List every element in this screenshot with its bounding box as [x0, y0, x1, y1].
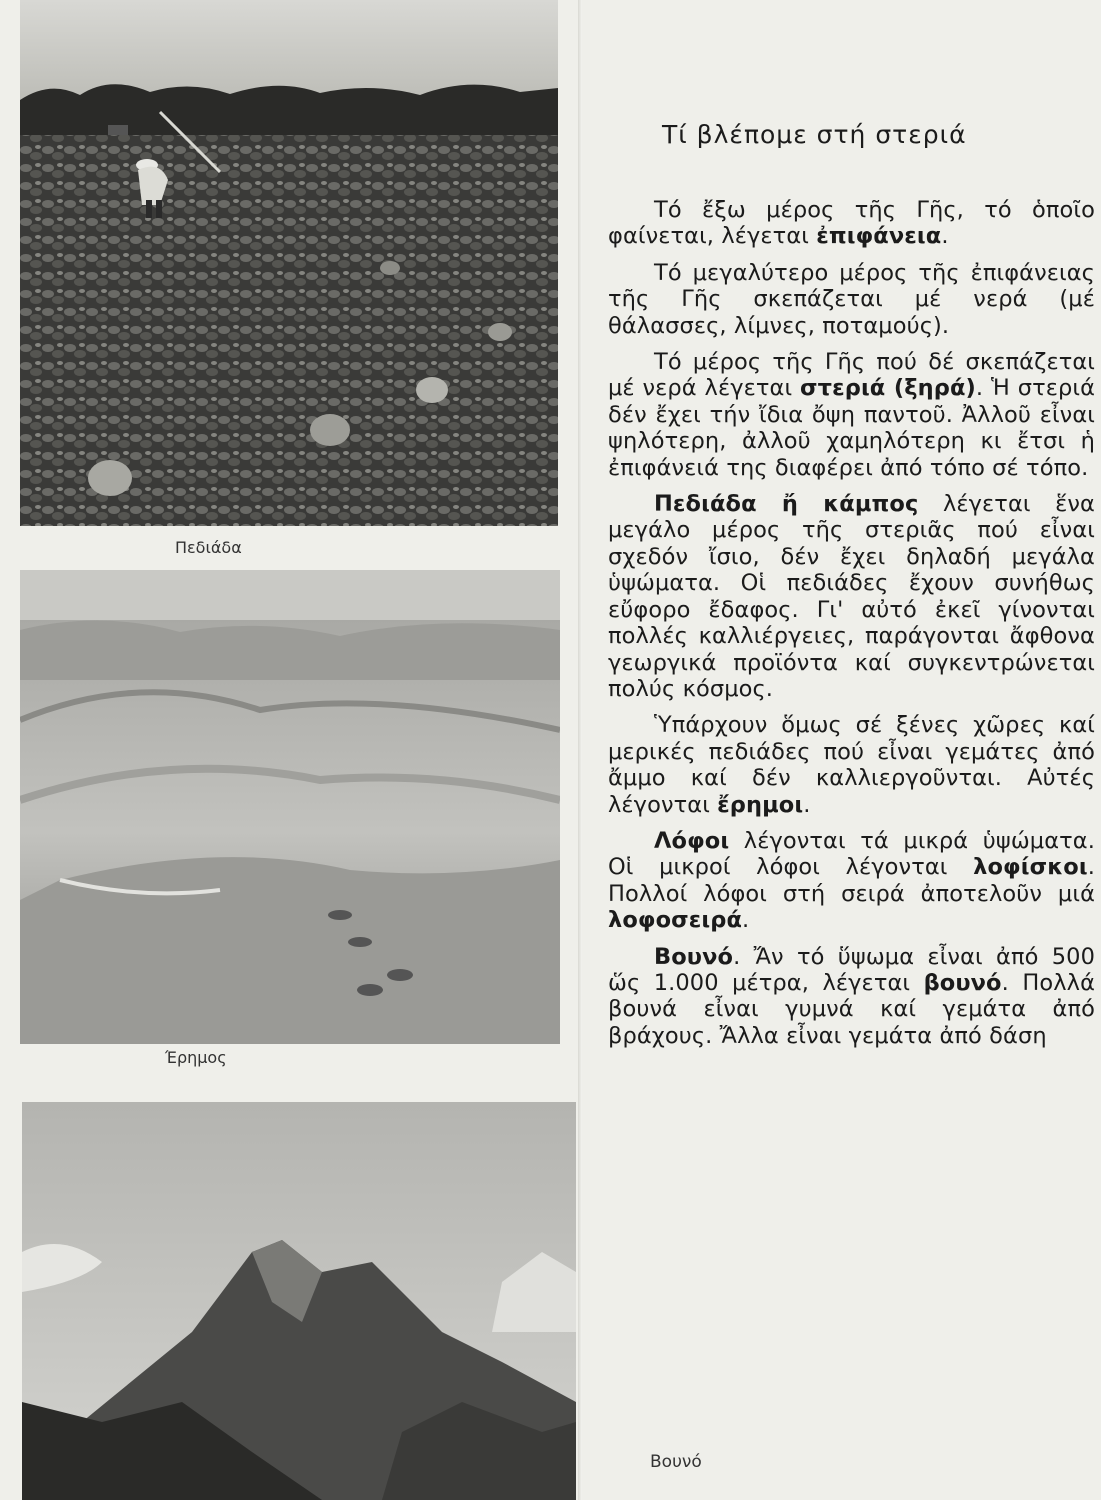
text: λέγεται ἕνα μεγάλο μέρος τῆς στεριᾶς πού εἶναι σχεδόν ἴσιο, δέν ἔχει δηλαδή μεγάλα ὑψώματα. Οἱ πεδιάδες ἔχουν συνήθως εὔφορο ἔδαφος. Γι' αὐτό ἐκεῖ γίνονται πολλές καλλιέργειες, παράγονται ἄφθονα γεωργικά προϊόντα καί συγκεντρώνεται πολύς κόσμος. — [608, 491, 1095, 702]
text: . Ἄν τό ὕψωμα εἶναι ἀπό 500 ὥς 1.000 μέτρα, λέγεται — [608, 943, 1095, 996]
desert-photo — [20, 570, 560, 1044]
text: . — [803, 791, 811, 818]
text: . — [941, 223, 949, 250]
paragraph-desert — [608, 712, 1095, 818]
plain-photo — [20, 0, 558, 526]
text: . Ἡ στεριά δέν ἔχει τήν ἴδια ὄψη παντοῦ. Ἀλλοῦ εἶναι ψηλότερη, ἀλλοῦ χαμηλότερη κι ἔτσι ἡ ἐπιφάνειά της διαφέρει ἀπό τόπο σέ τόπο. — [608, 375, 1096, 481]
page-fold — [578, 0, 582, 1500]
keyword: Πεδιάδα ἤ κάμπος — [654, 491, 919, 518]
article-title: Τί βλέπομε στή στεριά — [662, 120, 967, 149]
text: Ὑπάρχουν ὅμως σέ ξένες χῶρες καί μερικές πεδιάδες πού εἶναι γεμάτες ἀπό ἄμμο καί δέν καλλιεργοῦνται. Αὐτές λέγονται — [608, 712, 1095, 818]
text: . — [742, 907, 750, 934]
plain-caption: Πεδιάδα — [175, 538, 242, 557]
mountain-caption: Βουνό — [650, 1452, 702, 1472]
keyword: λοφίσκοι — [973, 854, 1088, 881]
keyword: στεριά (ξηρά) — [800, 375, 976, 402]
keyword: λοφοσειρά — [608, 907, 743, 934]
keyword: Βουνό — [654, 943, 734, 970]
paragraph-hills — [608, 828, 1095, 934]
text: Τό ἔξω μέρος τῆς Γῆς, τό ὁποῖο φαίνεται, λέγεται — [608, 197, 1095, 250]
mountain-photo — [22, 1102, 576, 1500]
text: . Πολλά βουνά εἶναι γυμνά καί γεμάτα ἀπό βράχους. Ἄλλα εἶναι γεμάτα ἀπό δάση — [608, 969, 1095, 1049]
article — [608, 120, 1095, 1059]
paragraph-plain — [608, 491, 1095, 702]
desert-caption: Έρημος — [165, 1048, 227, 1067]
keyword: Λόφοι — [654, 827, 730, 854]
keyword: ἔρημοι — [717, 791, 804, 818]
text: Τό μέρος τῆς Γῆς πού δέ σκεπάζεται μέ νερά λέγεται — [608, 349, 1095, 402]
text: λέγονται τά μικρά ὑψώματα. Οἱ μικροί λόφοι λέγονται — [608, 827, 1095, 881]
keyword: ἐπιφάνεια — [816, 223, 942, 250]
paragraph-land — [608, 349, 1095, 481]
text: Τό μεγαλύτερο μέρος τῆς ἐπιφάνειας τῆς Γῆς σκεπάζεται μέ νερά (μέ θάλασσες, λίμνες, ποταμούς). — [608, 259, 1095, 339]
paragraph-mountain — [608, 944, 1095, 1050]
keyword: βουνό — [923, 969, 1002, 996]
text: . Πολλοί λόφοι στή σειρά ἀποτελοῦν μιά — [608, 854, 1095, 907]
paragraph-surface — [608, 197, 1095, 250]
paragraph-water — [608, 260, 1095, 339]
